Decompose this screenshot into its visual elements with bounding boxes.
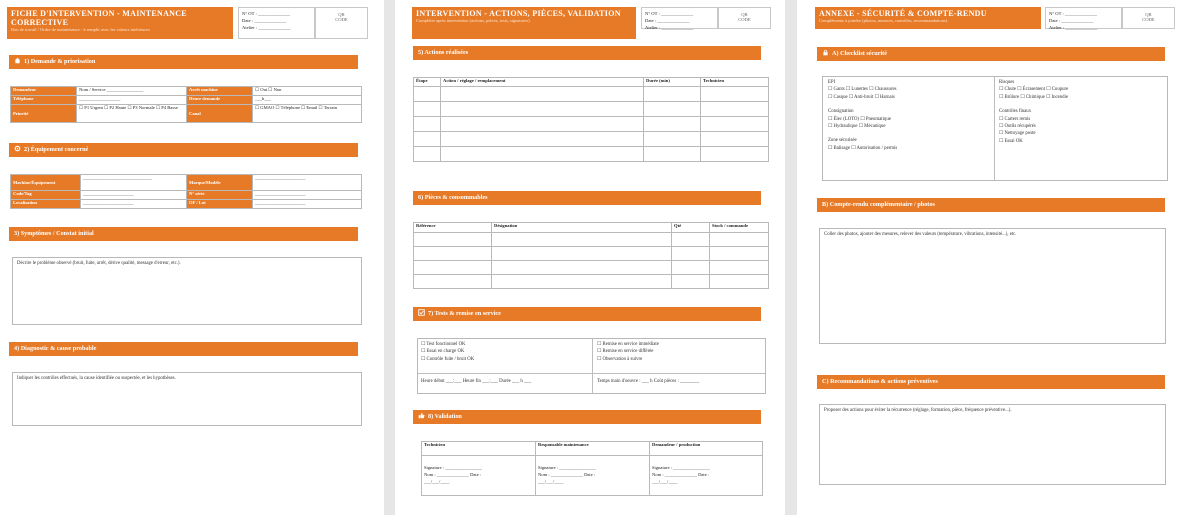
table-row[interactable] — [414, 147, 769, 162]
tests-right-list — [597, 341, 659, 363]
field-num-serie[interactable]: ______________________ — [253, 191, 362, 200]
compte-rendu-textarea[interactable] — [819, 228, 1166, 344]
nom-date-line: Nom : ______________ Date : — [538, 472, 596, 477]
label-telephone: Téléphone — [11, 96, 77, 105]
section-actions-label: 5) Actions réalisées — [418, 49, 469, 56]
page2-title: INTERVENTION - ACTIONS, PIÈCES, VALIDATION — [416, 9, 621, 18]
lock-icon — [822, 48, 829, 55]
checklist-risques-heading: Risques — [999, 80, 1015, 85]
page-1 — [0, 0, 384, 515]
page3-title-band — [815, 7, 1041, 29]
page2-qr-box — [718, 7, 771, 29]
checklist-consignation-heading: Consignation — [828, 109, 854, 115]
checklist-risques-row1[interactable]: ☐ Chute ☐ Écrasement ☐ Coupure — [999, 87, 1069, 93]
compte-rendu-placeholder: Coller des photos, ajouter des mesures, relever des valeurs (température, vibrations, intensité...), etc. — [824, 232, 1017, 237]
recommandations-placeholder: Proposer des actions pour éviter la récurrence (réglage, formation, pièce, fréquence préventive...). — [824, 408, 1012, 413]
col-valid-responsable: Responsable maintenance — [536, 442, 650, 456]
section-diagnostic — [9, 342, 358, 356]
label-heure-demande: Heure demande — [187, 96, 253, 105]
col-designation: Désignation — [492, 223, 672, 233]
remise-immediate-checkbox[interactable]: ☐ Remise en service immédiate — [597, 342, 659, 347]
section-checklist-label: A) Checklist sécurité — [832, 50, 887, 57]
qr-label: QR — [338, 12, 345, 17]
col-etape: Étape — [414, 78, 441, 87]
section-tests — [413, 307, 761, 321]
page2-ot-box — [641, 7, 718, 29]
field-machine[interactable]: ______________________________ — [81, 175, 187, 191]
label-demandeur: Demandeur — [11, 87, 77, 96]
field-code-tag[interactable]: ______________________ — [81, 191, 187, 200]
qr-label: QR — [741, 12, 748, 17]
field-canal[interactable]: ☐ GMAO ☐ Téléphone ☐ Email ☐ Terrain — [253, 105, 362, 123]
symptomes-placeholder: Décrire le problème observé (bruit, fuite, arrêt, dérive qualité, message d'erreur, etc.). — [17, 261, 181, 266]
page1-qr-box — [315, 7, 368, 39]
col-reference: Référence — [414, 223, 492, 233]
checklist-epi-heading: EPI — [828, 80, 836, 85]
ot-date: Date : ______________ — [645, 18, 690, 23]
home-icon — [14, 56, 21, 63]
page2-subtitle: Compléter après intervention (actions, pièces, tests, signatures). — [416, 18, 531, 23]
page3-ot-box — [1045, 7, 1122, 29]
section-symptomes-label: 3) Symptômes / Constat initial — [14, 230, 94, 237]
ot-atelier: Atelier : ______________ — [1049, 25, 1098, 30]
checklist-consignation-row2[interactable]: ☐ Hydraulique ☐ Mécanique — [828, 124, 886, 130]
signature-line: Signature : ________________ — [652, 465, 710, 470]
ot-number: N° OT : ______________ — [1049, 11, 1098, 16]
signature-demandeur[interactable] — [650, 456, 763, 496]
section-equipement — [9, 143, 358, 157]
checklist-controles-heading: Contrôles finaux — [999, 109, 1032, 115]
table-row[interactable] — [414, 102, 769, 117]
ot-atelier: Atelier : ______________ — [242, 25, 291, 30]
ot-date: Date : ______________ — [1049, 18, 1094, 23]
qr-code-label: CODE — [335, 17, 348, 22]
label-localisation: Localisation — [11, 200, 81, 209]
tests-divider — [592, 339, 593, 373]
date-line: ___/___/____ — [424, 479, 450, 484]
ot-number: N° OT : ______________ — [645, 11, 694, 16]
section-actions — [413, 46, 761, 60]
section-demande — [9, 55, 358, 69]
date-line: ___/___/____ — [652, 479, 678, 484]
equipement-table — [10, 174, 362, 209]
table-row[interactable] — [414, 117, 769, 132]
section-pieces-label: 6) Pièces & consommables — [418, 194, 488, 201]
section-pieces — [413, 191, 761, 205]
field-telephone[interactable]: __________________ — [77, 96, 187, 105]
tests-left-list — [421, 341, 474, 363]
section-symptomes — [9, 227, 358, 241]
nom-date-line: Nom : ______________ Date : — [652, 472, 710, 477]
spacer — [828, 101, 897, 108]
gear-icon — [14, 144, 21, 151]
essai-charge-checkbox[interactable]: ☐ Essai en charge OK — [421, 349, 465, 355]
checklist-consignation-row1[interactable]: ☐ Élec (LOTO) ☐ Pneumatique — [828, 116, 891, 122]
section-validation — [413, 410, 761, 424]
section-compte-rendu — [817, 198, 1165, 212]
checkbox-checked-icon — [418, 308, 425, 315]
field-localisation[interactable]: ______________________ — [81, 200, 187, 209]
diagnostic-textarea[interactable] — [12, 372, 362, 426]
tests-times-field[interactable]: Heure début ___:___ Heure fin ___:___ Durée ___ h ___ — [421, 379, 532, 384]
controle-fuite-checkbox[interactable]: ☐ Contrôle fuite / bruit OK — [421, 356, 475, 362]
spacer — [828, 130, 897, 137]
label-of-lot: OF / Lot — [187, 200, 253, 209]
section-tests-label: 7) Tests & remise en service — [428, 310, 501, 317]
checklist-risques-row2[interactable]: ☐ Brûlure ☐ Chimique ☐ Incendie — [999, 94, 1068, 100]
label-marque: Marque/Modèle — [187, 175, 253, 191]
col-technicien: Technicien — [701, 78, 769, 87]
page3-subtitle: Compléments à joindre (photos, mesures, contrôles, recommandations). — [819, 18, 949, 23]
checklist-carters-checkbox[interactable]: ☐ Carters remis — [999, 116, 1031, 122]
tests-box — [417, 338, 766, 394]
page3-qr-box — [1122, 7, 1175, 29]
page1-title-band — [7, 7, 233, 39]
section-checklist — [817, 47, 1165, 61]
label-arret-machine: Arrêt machine — [187, 87, 253, 96]
page-3 — [797, 0, 1181, 515]
section-demande-label: 1) Demande & priorisation — [24, 58, 96, 65]
section-validation-label: 8) Validation — [428, 413, 462, 420]
col-duree: Durée (min) — [644, 78, 701, 87]
page3-title: ANNEXE - SÉCURITÉ & COMPTE-RENDU — [819, 9, 987, 18]
col-stock: Stock / commande — [710, 223, 769, 233]
section-recommandations-label: C) Recommandations & actions préventives — [822, 378, 938, 385]
label-num-serie: N° série — [187, 191, 253, 200]
field-marque[interactable]: ______________________ — [253, 175, 362, 191]
pieces-table — [413, 222, 769, 289]
section-diagnostic-label: 4) Diagnostic & cause probable — [14, 345, 97, 352]
thumbs-up-icon — [418, 411, 425, 418]
page1-subtitle: Bon de travail / Ordre de maintenance - à remplir avec les valeurs intérieures — [11, 27, 150, 32]
nom-date-line: Nom : ______________ Date : — [424, 472, 482, 477]
checklist-nettoyage-checkbox[interactable]: ☐ Nettoyage poste — [999, 131, 1036, 137]
page2-title-band — [412, 7, 636, 39]
page1-title: FICHE D'INTERVENTION - MAINTENANCE CORRECTIVE — [11, 9, 187, 27]
label-machine: Machine/Équipement — [11, 175, 81, 191]
symptomes-textarea[interactable] — [12, 257, 362, 325]
table-row[interactable] — [414, 275, 769, 289]
table-row[interactable] — [414, 132, 769, 147]
tests-divider-2 — [592, 373, 593, 394]
field-arret-machine[interactable]: ☐ Oui ☐ Non — [253, 87, 362, 96]
checklist-epi-row1[interactable]: ☐ Gants ☐ Lunettes ☐ Chaussures — [828, 87, 897, 93]
checklist-zone-row[interactable]: ☐ Balisage ☐ Autorisation / permis — [828, 145, 898, 151]
remise-differee-checkbox[interactable]: ☐ Remise en service différée — [597, 349, 654, 355]
validation-table — [421, 441, 763, 496]
field-priorite[interactable]: ☐ P1 Urgent ☐ P2 Haute ☐ P3 Normale ☐ P4 Basse — [77, 105, 187, 123]
page1-ot-box — [238, 7, 315, 39]
field-heure-demande[interactable]: ___h___ — [253, 96, 362, 105]
col-qte: Qté — [672, 223, 710, 233]
checklist-right — [999, 79, 1068, 145]
demande-table — [10, 86, 362, 123]
observation-checkbox[interactable]: ☐ Observation à suivre — [597, 356, 643, 362]
table-row[interactable] — [414, 87, 769, 102]
actions-table — [413, 77, 769, 162]
date-line: ___/___/____ — [538, 479, 564, 484]
checklist-box — [822, 76, 1168, 181]
ot-atelier: Atelier : ______________ — [645, 25, 694, 30]
recommandations-textarea[interactable] — [819, 404, 1166, 485]
signature-technicien[interactable] — [422, 456, 536, 496]
checklist-outils-checkbox[interactable]: ☐ Outils récupérés — [999, 124, 1036, 130]
field-of-lot[interactable]: ______________________ — [253, 200, 362, 209]
ot-date: Date : ______________ — [242, 18, 287, 23]
qr-label: QR — [1145, 12, 1152, 17]
table-row[interactable] — [414, 247, 769, 261]
label-canal: Canal — [187, 105, 253, 123]
checklist-epi-row2[interactable]: ☐ Casque ☐ Anti-bruit ☐ Harnais — [828, 94, 895, 100]
page-2 — [395, 0, 785, 515]
col-valid-technicien: Technicien — [422, 442, 536, 456]
label-priorite: Priorité — [11, 105, 77, 123]
ot-number: N° OT : ______________ — [242, 11, 291, 16]
checklist-zone-heading: Zone sécurisée — [828, 138, 857, 144]
checklist-essai-checkbox[interactable]: ☐ Essai OK — [999, 138, 1023, 144]
section-compte-rendu-label: B) Compte-rendu complémentaire / photos — [822, 201, 935, 208]
checklist-divider — [994, 77, 995, 181]
qr-code-label: CODE — [738, 17, 751, 22]
signature-line: Signature : ________________ — [538, 465, 596, 470]
checklist-left — [828, 79, 897, 152]
spacer — [999, 101, 1068, 108]
section-equipement-label: 2) Équipement concerné — [24, 146, 89, 153]
signature-line: Signature : ________________ — [424, 465, 482, 470]
section-recommandations — [817, 375, 1165, 389]
label-code-tag: Code/Tag — [11, 191, 81, 200]
table-row[interactable] — [414, 233, 769, 247]
col-action: Action / réglage / remplacement — [441, 78, 644, 87]
qr-code-label: CODE — [1142, 17, 1155, 22]
diagnostic-placeholder: Indiquer les contrôles effectués, la cause identifiée ou suspectée, et les hypothèses. — [17, 376, 176, 381]
col-valid-demandeur: Demandeur / production — [650, 442, 763, 456]
test-fonctionnel-checkbox[interactable]: ☐ Test fonctionnel OK — [421, 342, 466, 347]
table-row[interactable] — [414, 261, 769, 275]
tests-cost-field[interactable]: Temps main d'oeuvre : ___ h Coût pièces : ________ — [597, 379, 700, 384]
field-demandeur[interactable]: Nom / Service ________________ — [77, 87, 187, 96]
signature-responsable[interactable] — [536, 456, 650, 496]
